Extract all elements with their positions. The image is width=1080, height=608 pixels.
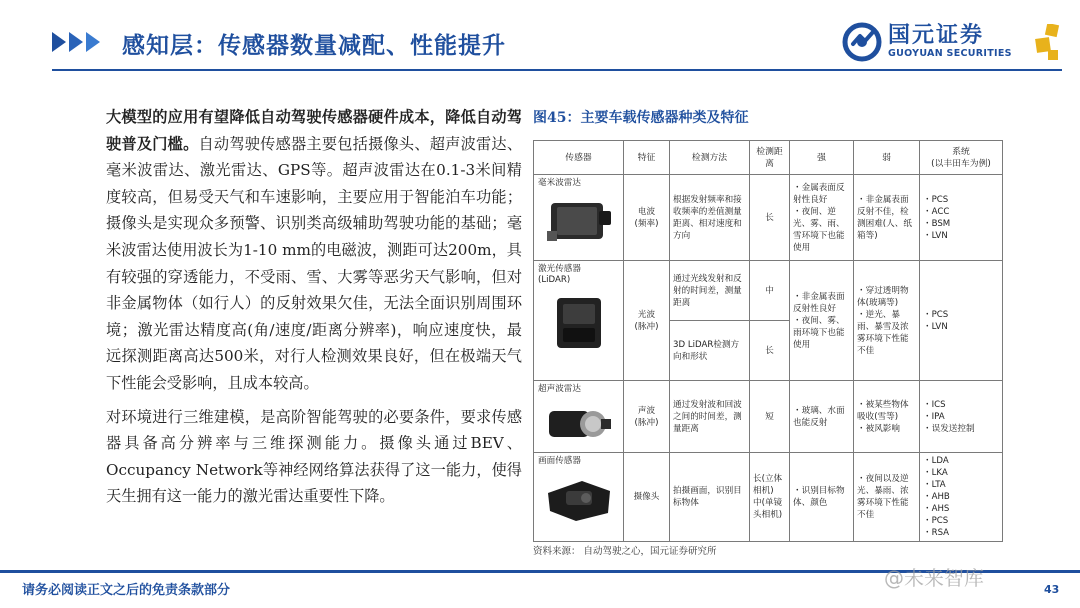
page-number: 43 <box>1044 583 1060 596</box>
paragraph-2: 对环境进行三维建模，是高阶智能驾驶的必要条件，要求传感器具备高分辨率与三维探测能力。摄像头通过BEV、Occupancy Network等神经网络算法获得了这一能力，使得天生拥有这一能力的激光雷达重要性下降。 <box>106 407 522 506</box>
weak-cell: ・穿过透明物体(玻璃等) ・逆光、暴雨、暴雪及浓雾环境下性能不佳 <box>854 261 920 381</box>
chevron-icon <box>52 32 66 52</box>
mmwave-radar-image <box>543 195 615 247</box>
range-cell: 长(立体相机) 中(单镜头相机) <box>750 453 790 542</box>
header-range: 检测距离 <box>750 141 790 175</box>
range-cell: 长 <box>750 321 790 381</box>
logo-text-en: GUOYUAN SECURITIES <box>888 48 1012 59</box>
figure-title: 图45：主要车载传感器种类及特征 <box>533 110 749 126</box>
sensor-table-wrapper <box>533 140 1002 538</box>
system-cell: ・LDA ・LKA ・LTA ・AHB ・AHS ・PCS ・RSA <box>920 453 1003 542</box>
table-row <box>534 261 1003 321</box>
header-chevrons <box>52 32 100 52</box>
chevron-icon <box>69 32 83 52</box>
sensor-name: 毫米波雷达 <box>538 178 581 188</box>
strong-cell: ・识别目标物体、颜色 <box>790 453 854 542</box>
feature-cell: 摄像头 <box>624 453 670 542</box>
paragraph-1 <box>106 104 522 397</box>
paragraph-1-lead: 大模型的应用有望降低自动驾驶传感器硬件成本，降低自动驾驶普及门槛。 <box>106 108 522 153</box>
lidar-sensor-image <box>547 292 611 354</box>
method-cell: 根据发射频率和接收频率的差值测量距离、相对速度和方向 <box>670 175 750 261</box>
sensor-cell <box>534 381 624 453</box>
logo-emblem-icon <box>842 22 882 62</box>
table-row <box>534 175 1003 261</box>
sensor-name: 画面传感器 <box>538 456 581 466</box>
logo-gold-squares-icon <box>1032 24 1060 64</box>
method-cell: 3D LiDAR检测方向和形状 <box>670 321 750 381</box>
sensor-comparison-table <box>533 140 1003 542</box>
range-cell: 短 <box>750 381 790 453</box>
company-logo <box>842 16 1060 66</box>
system-cell: ・PCS ・LVN <box>920 261 1003 381</box>
page-title: 感知层：传感器数量减配、性能提升 <box>122 32 506 59</box>
sensor-name: 激光传感器 (LiDAR) <box>538 264 581 285</box>
feature-cell: 声波 (脉冲) <box>624 381 670 453</box>
header-sensor: 传感器 <box>534 141 624 175</box>
weak-cell: ・被某些物体吸收(雪等) ・被风影响 <box>854 381 920 453</box>
method-cell: 拍摄画面，识别目标物体 <box>670 453 750 542</box>
chevron-icon <box>86 32 100 52</box>
logo-text-cn: 国元证券 <box>888 23 985 48</box>
sensor-name: 超声波雷达 <box>538 384 581 394</box>
camera-sensor-image <box>542 473 616 525</box>
sensor-cell <box>534 453 624 542</box>
feature-cell: 电波 (频率) <box>624 175 670 261</box>
method-cell: 通过光线发射和反射的时间差，测量距离 <box>670 261 750 321</box>
header-strong: 强 <box>790 141 854 175</box>
sensor-cell <box>534 175 624 261</box>
header-feature: 特征 <box>624 141 670 175</box>
method-cell: 通过发射波和回波之间的时间差，测量距离 <box>670 381 750 453</box>
header-method: 检测方法 <box>670 141 750 175</box>
strong-cell: ・玻璃、水面也能反射 <box>790 381 854 453</box>
feature-cell: 光波 (脉冲) <box>624 261 670 381</box>
sensor-cell <box>534 261 624 381</box>
figure-source: 资料来源： 自动驾驶之心，国元证券研究所 <box>533 546 717 557</box>
system-cell: ・PCS ・ACC ・BSM ・LVN <box>920 175 1003 261</box>
range-cell: 长 <box>750 175 790 261</box>
strong-cell: ・金属表面反射性良好 ・夜间、逆光、雾、雨、雪环境下也能使用 <box>790 175 854 261</box>
table-header-row <box>534 141 1003 175</box>
body-text <box>106 104 522 517</box>
header-system: 系统 (以丰田车为例) <box>920 141 1003 175</box>
system-cell: ・ICS ・IPA ・误发送控制 <box>920 381 1003 453</box>
ultrasonic-sensor-image <box>543 401 615 445</box>
header-divider <box>52 69 1062 71</box>
header-weak: 弱 <box>854 141 920 175</box>
table-row <box>534 453 1003 542</box>
strong-cell: ・非金属表面反射性良好 ・夜间、雾、雨环境下也能使用 <box>790 261 854 381</box>
table-row <box>534 381 1003 453</box>
range-cell: 中 <box>750 261 790 321</box>
disclaimer-note: 请务必阅读正文之后的免责条款部分 <box>22 583 231 598</box>
watermark: @未来智库 <box>884 566 984 590</box>
paragraph-1-body: 自动驾驶传感器主要包括摄像头、超声波雷达、毫米波雷达、激光雷达、GPS等。超声波雷达在0.1-3米间精度较高，但易受天气和车速影响，主要应用于智能泊车功能；摄像头是实现众多预警、识别类高级辅助驾驶功能的基础；毫米波雷达使用波长为1-10 mm的电磁波，测距可达200m，具有较强的穿透能力，不受雨、雪、大雾等恶劣天气影响，但对非金属物体（如行人）的反射效果欠佳，无法全面识别周围环境；激光雷达精度高(角/速度/距离分辨率)，响应速度快，最远探测距离高达500米，对行人检测效果良好，但在极端天气下性能会受影响，且成本较高。 <box>106 134 523 392</box>
weak-cell: ・非金属表面反射不佳，检测困难(人、纸箱等) <box>854 175 920 261</box>
weak-cell: ・夜间以及逆光、暴雨、浓雾环境下性能不佳 <box>854 453 920 542</box>
